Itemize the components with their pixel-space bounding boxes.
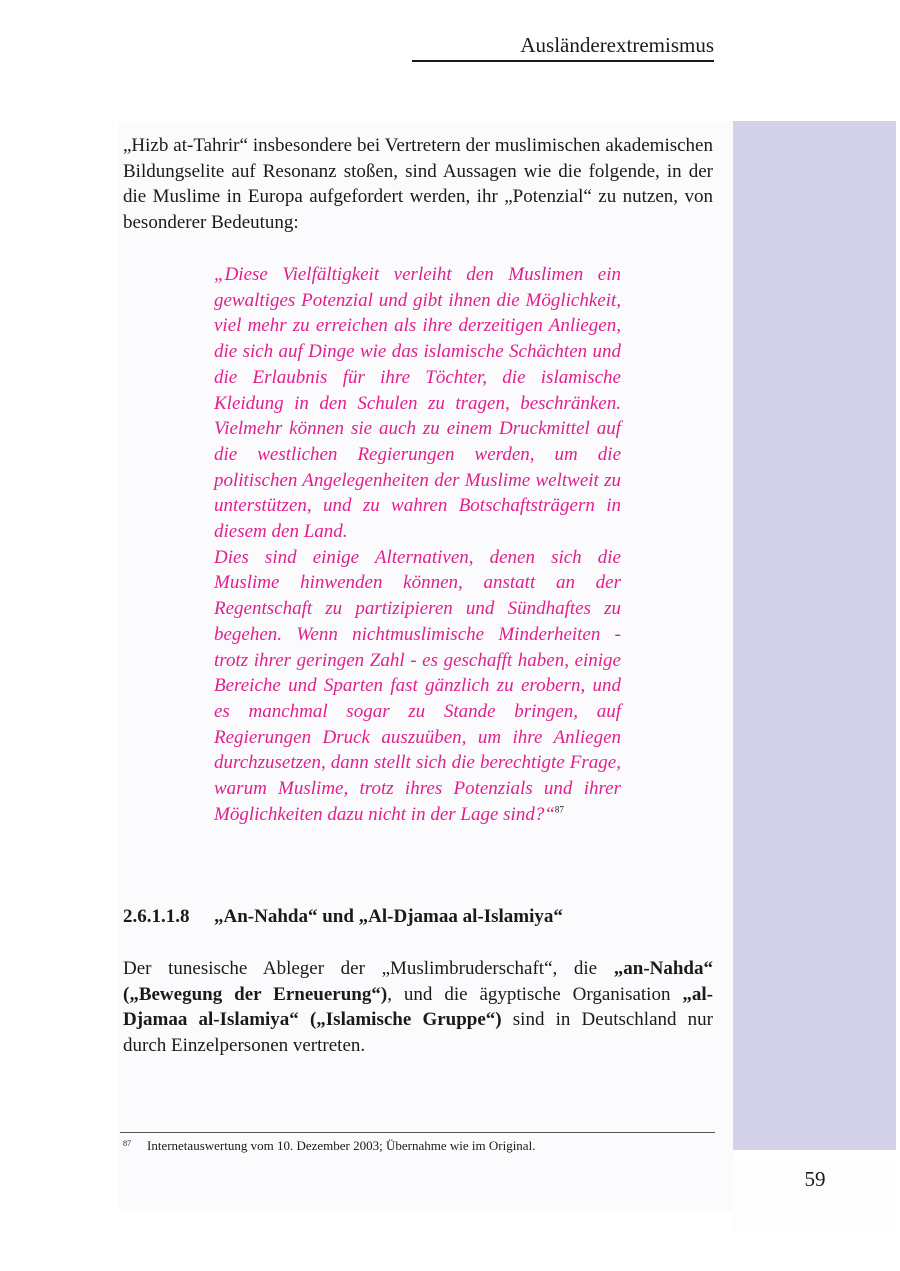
quote-part-2: [214, 545, 621, 828]
intro-paragraph-text: „Hizb at-Tahrir“ insbesondere bei Vertretern der muslimischen akademischen Bildungselite auf Resonanz stoßen, sind Aussagen wie die folgende, in der die Muslime in Europa aufgefordert werden, ihr „Potenzial“ zu nutzen, von besonderer Bedeutung:: [123, 135, 713, 233]
quote-part-1: „Diese Vielfältigkeit verleiht den Muslimen ein gewaltiges Potenzial und gibt ihnen die Möglichkeit, viel mehr zu erreichen als ihre derzeitigen Anliegen, die sich auf Dinge wie das islamische Schächten und die Erlaubnis für ihre Töchter, die islamische Kleidung in den Schulen zu tragen, beschränken. Vielmehr können sie auch zu einem Druckmittel auf die westlichen Regierungen werden, um die politischen Angelegenheiten der Muslime weltweit zu unterstützen, und zu wahren Botschaftsträgern in diesem den Land.: [214, 264, 621, 543]
running-head: Ausländerextremismus: [412, 32, 714, 62]
page-number: 59: [804, 1167, 826, 1191]
bold-an-nahda: „an-Nahda“ („Bewegung der Erneuerung“): [123, 958, 713, 1005]
footnote-mark: 87: [123, 1139, 131, 1148]
section-paragraph-text-2: , und die ägyptische Organisation: [387, 983, 683, 1005]
section-paragraph-text: [123, 956, 713, 1058]
section-title: „An-Nahda“ und „Al-Djamaa al-Islamiya“: [214, 906, 563, 927]
section-paragraph-text-1: Der tunesische Ableger der „Muslimbruderschaft“, die: [123, 958, 614, 979]
quote-part-2-text: Dies sind einige Alternativen, denen sich die Muslime hinwenden können, anstatt an der Regentschaft zu partizipieren und Sündhaftes zu begehen. Wenn nichtmuslimische Minderheiten - trotz ihrer geringen Zahl - es geschafft haben, einige Bereiche und Sparten fast gänzlich zu erobern, und es manchmal sogar zu Stande bringen, auf Regierungen Druck auszuüben, um ihre Anliegen durchzusetzen, dann stellt sich die berechtigte Frage, warum Muslime, trotz ihres Potenzials und ihrer Möglichkeiten dazu nicht in der Lage sind?“: [214, 546, 621, 825]
footnote-divider: [120, 1132, 715, 1133]
footnote-87: [123, 1138, 713, 1154]
footnote-text: Internetauswertung vom 10. Dezember 2003; Übernahme wie im Original.: [147, 1138, 536, 1153]
intro-paragraph: [123, 133, 713, 235]
section-paragraph-text-3: sind in Deutschland nur durch Einzelpersonen vertreten.: [123, 1009, 713, 1056]
block-quote: [214, 262, 621, 827]
bold-al-djamaa: „al-Djamaa al-Islamiya“ („Islamische Gruppe“): [123, 983, 713, 1031]
section-paragraph: [123, 956, 713, 1058]
side-color-band: [733, 121, 896, 1150]
footnote-reference[interactable]: 87: [554, 804, 564, 815]
section-heading: [123, 904, 713, 929]
section-number: 2.6.1.1.8: [123, 906, 190, 927]
